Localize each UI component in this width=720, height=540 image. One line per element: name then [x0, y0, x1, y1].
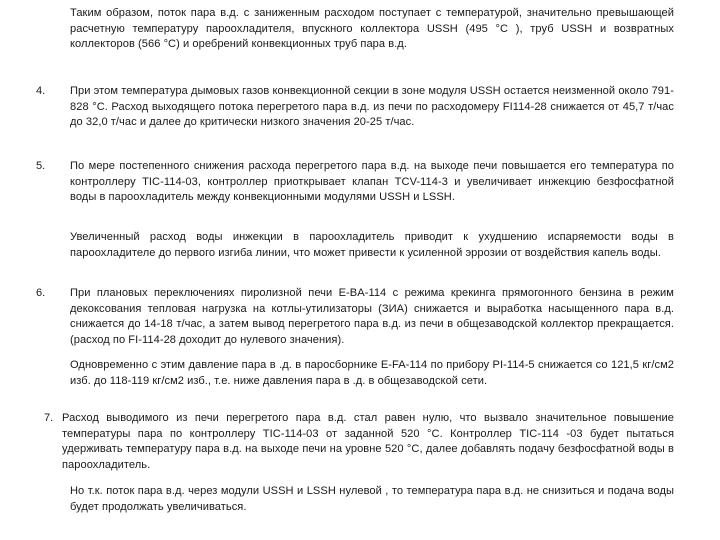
- paragraph-intro: Таким образом, поток пара в.д. с заниженным расходом поступает с температурой, значительно превышающей расчетную температуру пароохладителя, впускного коллектора USSH (495 °С ), труб USSH и возвратных коллекторов (566 °С) и оребрений конвекционных труб пара в.д.: [70, 7, 674, 51]
- list-number-7: 7.: [44, 412, 54, 424]
- paragraph-5: По мере постепенного снижения расхода перегретого пара в.д. на выходе печи повышается его температура по контроллеру TIC-114-03, контроллер приоткрывает клапан TCV-114-3 и увеличивает инжекцию безфосфатной воды в пароохладитель между конвекционными модулями USSH и LSSH.: [70, 160, 674, 204]
- paragraph-7: Расход выводимого из печи перегретого пара в.д. стал равен нулю, что вызвало значительное повышение температуры пара по контроллеру TIC-114-03 от заданной 520 °С. Контроллер TIC-114 -03 будет пытаться удерживать температуру пара в.д. на выходе печи на уровне 520 °С, далее добавлять подачу безфосфатной воды в пароохладитель.: [62, 412, 674, 471]
- paragraph-5-continuation: Увеличенный расход воды инжекции в пароохладитель приводит к ухудшению испаряемости воды в пароохладителе до первого изгиба линии, что может привести к усиленной эррозии от воздействия капель воды.: [70, 231, 674, 259]
- paragraph-7-continuation: Но т.к. поток пара в.д. через модули USSH и LSSH нулевой , то температура пара в.д. не снизиться и подача воды будет продолжать увеличиваться.: [70, 485, 674, 513]
- list-number-5: 5.: [36, 160, 46, 172]
- paragraph-6: При плановых переключениях пиролизной печи E-BA-114 с режима крекинга прямогонного бензина в режим декоксования тепловая нагрузка на котлы-утилизаторы (ЗИА) снижается и выработка насыщенного пара в.д. снижается до 14-18 т/час, а затем вывод перегретого пара в.д. из печи в общезаводской коллектор прекращается. (расход по FI-114-28 доходит до нулевого значения).: [70, 287, 674, 346]
- paragraph-6-continuation: Одновременно с этим давление пара в .д. в паросборнике E-FA-114 по прибору PI-114-5 снижается со 121,5 кг/см2 изб. до 118-119 кг/см2 изб., т.е. ниже давления пара в .д. в общезаводской сети.: [70, 359, 674, 387]
- list-number-6: 6.: [36, 287, 46, 299]
- paragraph-4: При этом температура дымовых газов конвекционной секции в зоне модуля USSH остается неизменной около 791-828 °С. Расход выходящего потока перегретого пара в.д. из печи по расходомеру FI114-28 снижается от 45,7 т/час до 32,0 т/час и далее до критически низкого значения 20-25 т/час.: [70, 85, 674, 129]
- list-number-4: 4.: [36, 85, 46, 97]
